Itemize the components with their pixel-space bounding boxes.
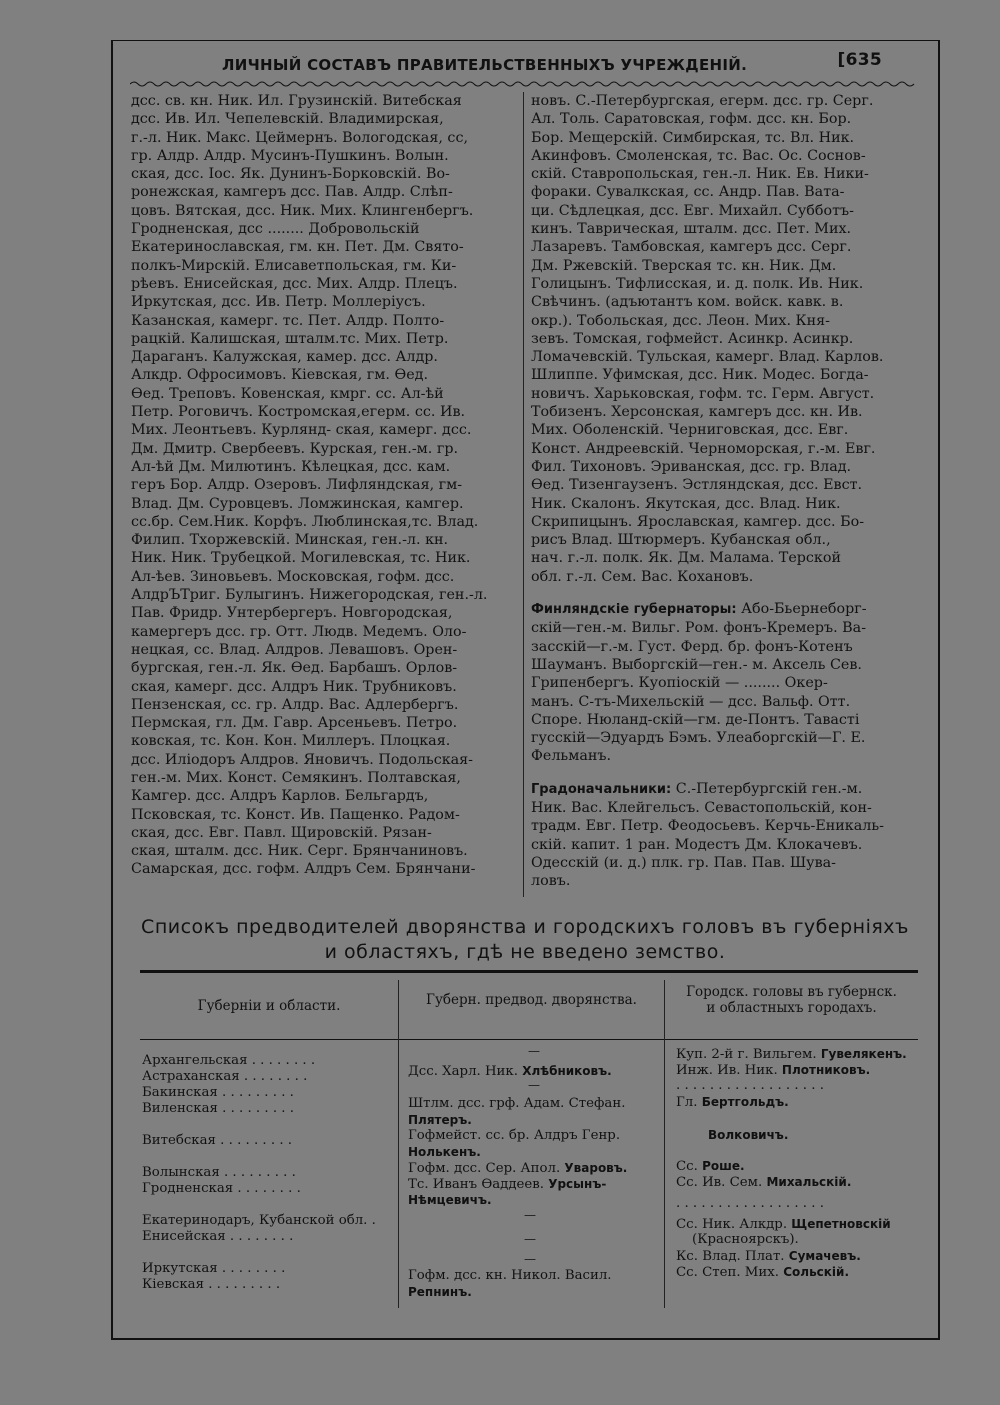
text-line: нецкая, сс. Влад. Алдров. Левашовъ. Орен- <box>131 641 458 658</box>
left-column <box>131 92 517 879</box>
text-line: ская, дсс. Іос. Як. Дунинъ-Борковскій. Во- <box>131 166 450 183</box>
finland-lines <box>531 619 917 765</box>
table-row-mayor <box>676 1158 745 1175</box>
text-line: геръ Бор. Алдр. Озеровъ. Лифляндская, гм- <box>131 477 463 494</box>
empty-cell-dash: — <box>528 1044 540 1058</box>
text-line: Дм. Дмитр. Свербеевъ. Курская, ген.-м. гр. <box>131 440 459 457</box>
text-line: Ник. Ник. Трубецкой. Могилевская, тс. Ник. <box>131 550 471 567</box>
text-line: Ал-ѣев. Зиновьевъ. Московская, гофм. дсс. <box>131 568 455 585</box>
table-row-gov: Архангельская . . . . . . . . <box>142 1053 316 1068</box>
text-line: Петр. Роговичъ. Костромская,егерм. сс. Ив. <box>131 404 466 421</box>
text-line: фораки. Сувалкская, сс. Андр. Пав. Вата- <box>531 184 845 201</box>
text-line: дсс. Ив. Ил. Чепелевскій. Владимирская, <box>131 111 444 128</box>
table-row-gov: Бакинская . . . . . . . . . <box>142 1085 294 1100</box>
mayor-title: Гл. <box>676 1095 698 1110</box>
dotted-placeholder: . . . . . . . . . . . . . . . . . . <box>676 1078 824 1093</box>
table-row-marshal <box>408 1160 627 1177</box>
empty-cell-dash: — <box>524 1252 536 1266</box>
text-line: новъ. С.-Петербургская, егерм. дсс. гр. Серг. <box>531 93 874 109</box>
marshal-title: Дсс. Харл. Ник. <box>408 1064 518 1079</box>
governors-list-continued <box>531 92 917 586</box>
text-line: дсс. Иліодоръ Алдров. Яновичъ. Подольская- <box>131 751 474 768</box>
mayor-title: Сс. Степ. Мих. <box>676 1265 779 1280</box>
table-row-gov: Виленская . . . . . . . . . <box>142 1101 294 1116</box>
right-column <box>531 92 917 890</box>
text-line: Споре. Нюланд-скій—гм. де-Понтъ. Тавасті <box>531 711 860 728</box>
mayor-title: Сс. Ник. Алкдр. <box>676 1217 788 1232</box>
table-top-rule <box>140 970 918 973</box>
text-line: Алкдр. Офросимовъ. Кіевская, гм. Өед. <box>131 367 429 384</box>
text-line: засскій—г.-м. Густ. Ферд. бр. фонъ-Котенъ <box>531 638 853 655</box>
page-header <box>222 50 882 76</box>
text-line: ген.-м. Мих. Конст. Семякинъ. Полтавская, <box>131 769 461 786</box>
text-line: гусскій—Эдуардъ Бэмъ. Улеаборгскій—Г. Е. <box>531 730 866 747</box>
text-line: Казанская, камерг. тс. Пет. Алдр. Полто- <box>131 312 445 329</box>
text-line: ская, дсс. Евг. Павл. Щировскій. Рязан- <box>131 824 432 841</box>
text-line: рѣевъ. Енисейская, дсс. Мих. Алдр. Плецъ. <box>131 275 458 292</box>
text-line: скій. капит. 1 ран. Модестъ Дм. Клокачевъ. <box>531 836 863 853</box>
marshal-name: Уваровъ. <box>564 1161 628 1175</box>
text-line: Тобизенъ. Херсонская, камгеръ дсс. кн. Ив. <box>531 404 863 421</box>
finland-heading: Финляндскіе губернаторы: <box>531 602 737 618</box>
text-line: цовъ. Вятская, дсс. Ник. Мих. Клингенбергъ. <box>131 202 474 219</box>
text-line: Камгер. дсс. Алдръ Карлов. Бельгардъ, <box>131 788 429 805</box>
section-title <box>130 915 920 965</box>
table-row-mayor <box>676 1046 907 1063</box>
text-line: г.-л. Ник. Макс. Цеймернъ. Вологодская, сс, <box>131 129 468 146</box>
text-line: скій—ген.-м. Вильг. Ром. фонъ-Кремеръ. Ва- <box>531 620 867 637</box>
text-line: Пензенская, сс. гр. Алдр. Вас. Адлербергъ. <box>131 696 459 713</box>
mayor-name: Плотниковъ. <box>781 1063 871 1077</box>
marshal-name: Нѣмцевичъ. <box>408 1193 492 1207</box>
marshal-name: Плятеръ. <box>408 1113 472 1127</box>
mayor-title: Кс. Влад. Плат. <box>676 1249 785 1264</box>
finland-governors <box>531 600 917 766</box>
text-line: гр. Алдр. Алдр. Мусинъ-Пушкинъ. Волын. <box>131 147 449 164</box>
spacer <box>531 766 917 780</box>
text-line: Фил. Тихоновъ. Эриванская, дсс. гр. Влад. <box>531 458 852 475</box>
text-line: Одесскій (и. д.) плк. гр. Пав. Пав. Шува- <box>531 854 837 871</box>
marshals-table <box>140 970 918 1330</box>
table-header-rule <box>140 1039 918 1040</box>
text-line: кинъ. Таврическая, шталм. дсс. Пет. Мих. <box>531 221 852 238</box>
table-row-gov: Екатеринодаръ, Кубанской обл. . <box>142 1213 376 1228</box>
text-line: АлдрЪТриг. Булыгинъ. Нижегородская, ген.-л. <box>131 587 488 604</box>
table-row-gov: Астраханская . . . . . . . . <box>142 1069 308 1084</box>
table-row-mayor <box>676 1094 789 1111</box>
running-title: ЛИЧНЫЙ СОСТАВЪ ПРАВИТЕЛЬСТВЕННЫХЪ УЧРЕЖДЕНІЙ. <box>222 56 748 74</box>
mayor-title: Инж. Ив. Ник. <box>676 1063 778 1078</box>
text-line: Ник. Вас. Клейгельсъ. Севастопольскій, кон- <box>531 799 872 816</box>
text-line: ци. Сѣдлецкая, дсс. Евг. Михайл. Субботъ- <box>531 202 854 219</box>
text-line: Ломачевскій. Тульская, камерг. Влад. Карлов. <box>531 349 884 366</box>
table-row-marshal: Штлм. дсс. грф. Адам. Стефан. <box>408 1096 626 1111</box>
text-line: Акинфовъ. Смоленская, тс. Вас. Ос. Соснов- <box>531 147 866 164</box>
marshal-title: Гофм. дсс. Сер. Апол. <box>408 1161 561 1176</box>
marshal-name: Нолькенъ. <box>408 1145 481 1159</box>
mayor-name: Сумачевъ. <box>788 1249 861 1263</box>
text-line: Самарская, дсс. гофм. Алдръ Сем. Брянчани- <box>131 861 476 878</box>
header-governorates: Губерніи и области. <box>197 998 341 1014</box>
text-line: Мих. Леонтьевъ. Курлянд- ская, камерг. дсс. <box>131 422 472 439</box>
text-line: Ник. Скалонъ. Якутская, дсс. Влад. Ник. <box>531 495 841 512</box>
text-line: Псковская, тс. Конст. Ив. Пащенко. Радом- <box>131 806 460 823</box>
mayor-title: Куп. 2-й г. Вильгем. <box>676 1047 817 1062</box>
table-row-gov: Кіевская . . . . . . . . . <box>142 1277 281 1292</box>
header-mayors <box>665 984 918 1016</box>
dotted-placeholder: . . . . . . . . . . . . . . . . . . <box>676 1196 824 1211</box>
text-line: Өед. Тизенгаузенъ. Эстляндская, дсс. Евст. <box>531 477 863 494</box>
text-line: Лазаревъ. Тамбовская, камгеръ дсс. Серг. <box>531 239 852 256</box>
mayor-name: Бертгольдъ. <box>701 1095 789 1109</box>
text-line: рацкій. Калишская, шталм.тс. Мих. Петр. <box>131 330 449 347</box>
mayor-name: Роше. <box>702 1159 745 1173</box>
text-line: Екатеринославская, гм. кн. Пет. Дм. Свято- <box>131 239 464 256</box>
text-line: ловъ. <box>531 873 571 890</box>
table-row-mayor <box>676 1248 861 1265</box>
table-row-mayor <box>676 1216 891 1233</box>
spacer <box>531 586 917 600</box>
text-line: Грипенбергъ. Куопіоскій — ........ Окер- <box>531 675 828 692</box>
text-line: Мих. Оболенскій. Черниговская, дсс. Евг. <box>531 422 849 439</box>
table-row-gov: Гродненская . . . . . . . . <box>142 1181 301 1196</box>
text-line: ронежская, камгеръ дсс. Пав. Алдр. Слѣп- <box>131 184 453 201</box>
text-line: Филип. Тхоржевскій. Минская, ген.-л. кн. <box>131 532 449 549</box>
empty-cell-dash: — <box>528 1078 540 1092</box>
text-line: Гродненская, дсс ........ Добровольскій <box>131 221 420 238</box>
table-row-mayor <box>676 1174 851 1191</box>
text-line: традм. Евг. Петр. Феодосьевъ. Керчь-Еникаль- <box>531 818 884 835</box>
text-line: сс.бр. Сем.Ник. Корфъ. Люблинская,тс. Влад. <box>131 513 479 530</box>
table-row-marshal <box>408 1176 606 1193</box>
text-line: обл. г.-л. Сем. Вас. Кохановъ. <box>531 568 754 585</box>
text-line: дсс. св. кн. Ник. Ил. Грузинскій. Витебская <box>131 93 462 109</box>
text-line: Голицынъ. Тифлисская, и. д. полк. Ив. Ник. <box>531 275 864 292</box>
text-line: манъ. С-тъ-Михельскій — дсс. Вальф. Отт. <box>531 693 851 710</box>
mayor-name: Михальскій. <box>766 1175 852 1189</box>
text-line: камергеръ дсс. гр. Отт. Людв. Медемъ. Оло- <box>131 623 467 640</box>
text-line: Пермская, гл. Дм. Гавр. Арсеньевъ. Петро. <box>131 715 458 732</box>
text-line: полкъ-Мирскій. Елисаветпольская, гм. Ки- <box>131 257 457 274</box>
text-line: ковская, тс. Кон. Кон. Миллеръ. Плоцкая. <box>131 733 451 750</box>
text-line: Дараганъ. Калужская, камер. дсс. Алдр. <box>131 349 438 366</box>
table-row-gov: Енисейская . . . . . . . . <box>142 1229 294 1244</box>
table-row-gov: Волынская . . . . . . . . . <box>142 1165 296 1180</box>
header-mayors-line: и областныхъ городахъ. <box>706 1000 877 1016</box>
mayor-name: Щепетновскій <box>791 1217 891 1231</box>
mayor-title: Сс. Ив. Сем. <box>676 1175 763 1190</box>
text-line: новичъ. Харьковская, гофм. тс. Герм. Август. <box>531 385 875 402</box>
table-column-divider <box>664 980 665 1308</box>
text-line: Пав. Фридр. Унтербергеръ. Новгородская, <box>131 605 453 622</box>
mayor-name: Волковичъ. <box>708 1128 789 1142</box>
text-line: ская, камерг. дсс. Алдръ Ник. Трубниковъ. <box>131 678 457 695</box>
finland-line: Або-Бьернеборг- <box>741 601 867 618</box>
text-line: Шауманъ. Выборгскій—ген.- м. Аксель Сев. <box>531 656 862 673</box>
mayor-note: (Красноярскъ). <box>692 1232 799 1247</box>
page-number: [635 <box>837 50 882 70</box>
text-line: Скрипицынъ. Ярославская, камгер. дсс. Бо- <box>531 513 865 530</box>
text-line: Ал-ѣй Дм. Милютинъ. Кѣлецкая, дсс. кам. <box>131 458 451 475</box>
empty-cell-dash: — <box>524 1208 536 1222</box>
text-line: Бор. Мещерскій. Симбирская, тс. Вл. Ник. <box>531 129 855 146</box>
table-row-marshal: Гофмейст. сс. бр. Алдръ Генр. <box>408 1128 621 1143</box>
gradonachalniki-heading: Градоначальники: <box>531 781 672 797</box>
text-line: Влад. Дм. Суровцевъ. Ломжинская, камгер. <box>131 495 464 512</box>
text-line: Иркутская, дсс. Ив. Петр. Моллеріусъ. <box>131 294 426 311</box>
table-row-marshal <box>408 1063 612 1080</box>
gradonachalniki-line: С.-Петербургскій ген.-м. <box>675 780 863 797</box>
table-row-mayor <box>676 1062 870 1079</box>
mayor-name: Гувелякенъ. <box>820 1047 907 1061</box>
marshal-name: Репнинъ. <box>408 1285 472 1299</box>
text-line: Ал. Толь. Саратовская, гофм. дсс. кн. Бор. <box>531 111 852 128</box>
mayor-name: Сольскій. <box>783 1265 849 1279</box>
marshal-name: Урсынъ- <box>548 1177 607 1191</box>
text-line: Дм. Ржевскій. Тверская тс. кн. Ник. Дм. <box>531 257 837 274</box>
column-divider <box>523 92 524 897</box>
table-row-marshal: Гофм. дсс. кн. Никол. Васил. <box>408 1268 612 1283</box>
table-row-gov: Иркутская . . . . . . . . <box>142 1261 286 1276</box>
text-line: окр.). Тобольская, дсс. Леон. Мих. Кня- <box>531 312 830 329</box>
text-line: Конст. Андреевскій. Черноморская, г.-м. Евг. <box>531 440 876 457</box>
marshal-name: Хлѣбниковъ. <box>522 1064 612 1078</box>
gradonachalniki <box>531 780 917 891</box>
gradonachalniki-lines <box>531 799 917 890</box>
text-line: зевъ. Томская, гофмейст. Асинкр. Асинкр. <box>531 330 854 347</box>
table-column-divider <box>398 980 399 1308</box>
empty-cell-dash: — <box>524 1232 536 1246</box>
section-title-line: Списокъ предводителей дворянства и городскихъ головъ въ губерніяхъ <box>141 916 909 938</box>
wavy-rule <box>130 80 915 88</box>
header-mayors-line: Городск. головы въ губернск. <box>686 984 897 1000</box>
section-title-line: и областяхъ, гдѣ не введено земство. <box>324 941 726 963</box>
table-row-gov: Витебская . . . . . . . . . <box>142 1133 293 1148</box>
text-line: скій. Ставропольская, ген.-л. Ник. Ев. Ники- <box>531 166 869 183</box>
marshal-title: Тс. Иванъ Өаддеев. <box>408 1177 544 1192</box>
mayor-title: Сс. <box>676 1159 698 1174</box>
table-row-mayor <box>676 1264 849 1281</box>
text-line: Свѣчинъ. (адъютантъ ком. войск. кавк. в. <box>531 294 844 311</box>
text-line: Фельманъ. <box>531 748 612 765</box>
text-line: рисъ Влад. Штюрмеръ. Кубанская обл., <box>531 532 831 549</box>
text-line: Өед. Треповъ. Ковенская, кмрг. сс. Ал-ѣй <box>131 385 444 402</box>
text-line: ская, шталм. дсс. Ник. Серг. Брянчаниновъ. <box>131 843 468 860</box>
text-line: нач. г.-л. полк. Як. Дм. Малама. Терской <box>531 550 842 567</box>
text-line: бургская, ген.-л. Як. Өед. Барбашъ. Орлов- <box>131 660 458 677</box>
header-marshals: Губерн. предвод. дворянства. <box>426 992 637 1008</box>
text-line: Шлиппе. Уфимская, дсс. Ник. Модес. Богда- <box>531 367 869 384</box>
